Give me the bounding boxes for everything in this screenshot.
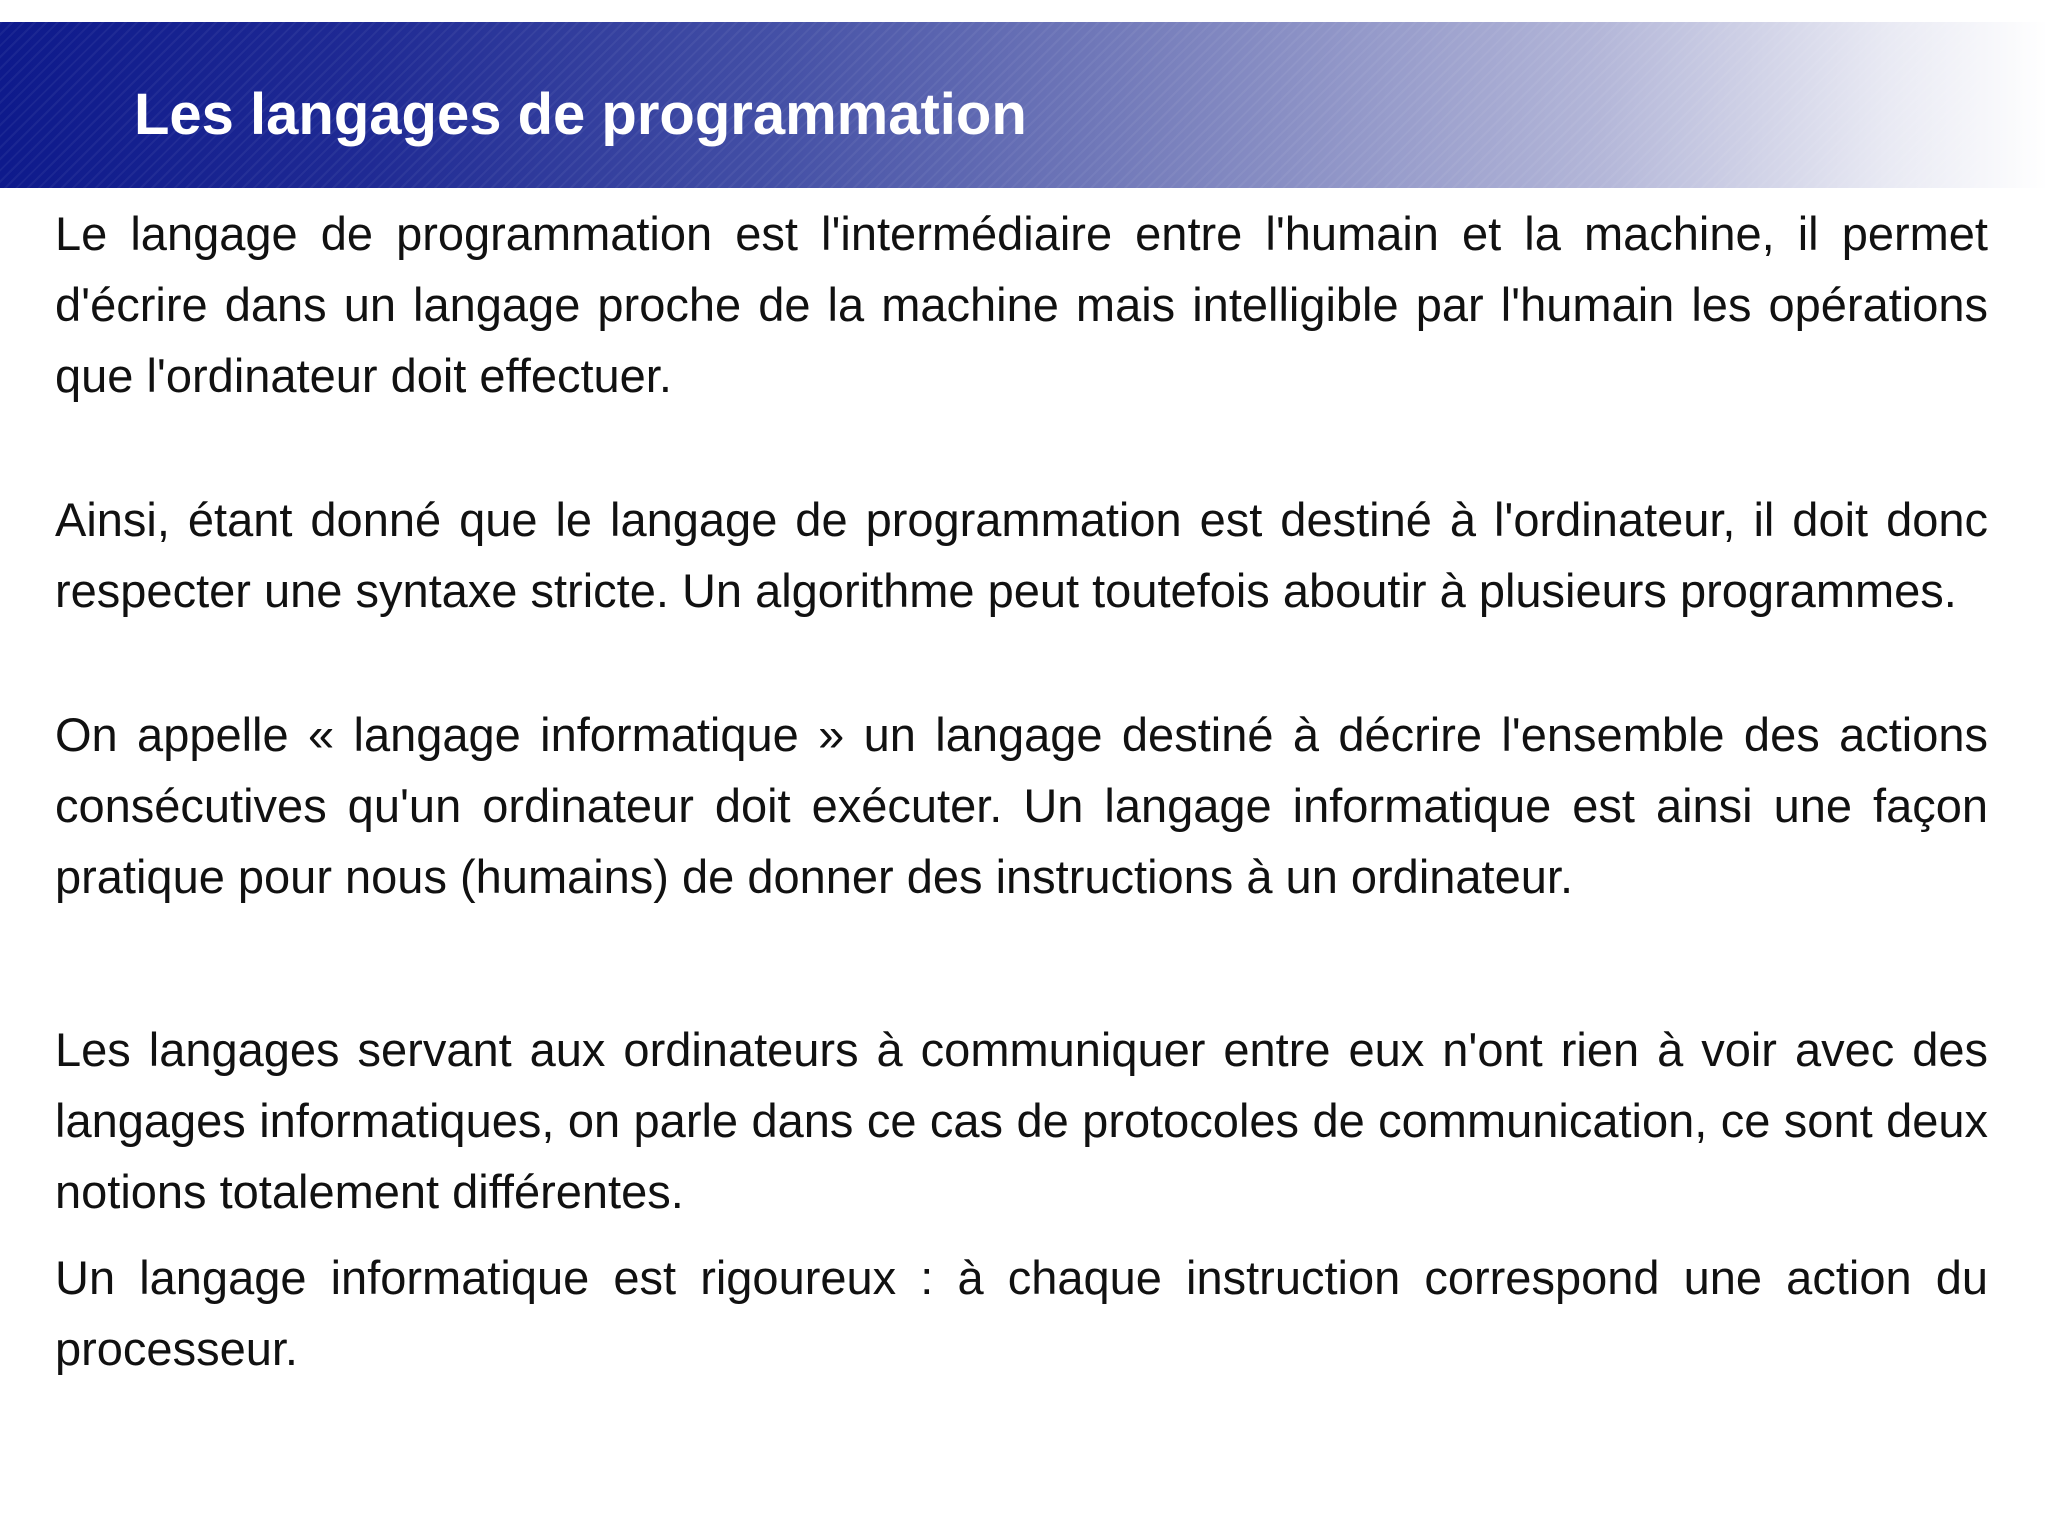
paragraph: Les langages servant aux ordinateurs à communiquer entre eux n'ont rien à voir avec des langages informatiques, on parle dans ce cas de protocoles de communication, ce sont deux notions totalement différentes. bbox=[55, 1023, 1988, 1218]
slide-body bbox=[55, 198, 1988, 1384]
slide-title: Les langages de programmation bbox=[134, 82, 1027, 147]
paragraph: On appelle « langage informatique » un langage destiné à décrire l'ensemble des actions consécutives qu'un ordinateur doit exécuter. Un langage informatique est ainsi une façon pratique pour nous (humains) de donner des instructions à un ordinateur. bbox=[55, 708, 1988, 903]
paragraph: Ainsi, étant donné que le langage de programmation est destiné à l'ordinateur, il doit donc respecter une syntaxe stricte. Un algorithme peut toutefois aboutir à plusieurs programmes. bbox=[55, 493, 1988, 617]
title-bar bbox=[0, 22, 2048, 188]
paragraph: Un langage informatique est rigoureux : à chaque instruction correspond une action du processeur. bbox=[55, 1251, 1988, 1375]
paragraph: Le langage de programmation est l'intermédiaire entre l'humain et la machine, il permet d'écrire dans un langage proche de la machine mais intelligible par l'humain les opérations que l'ordinateur doit effectuer. bbox=[55, 207, 1988, 402]
